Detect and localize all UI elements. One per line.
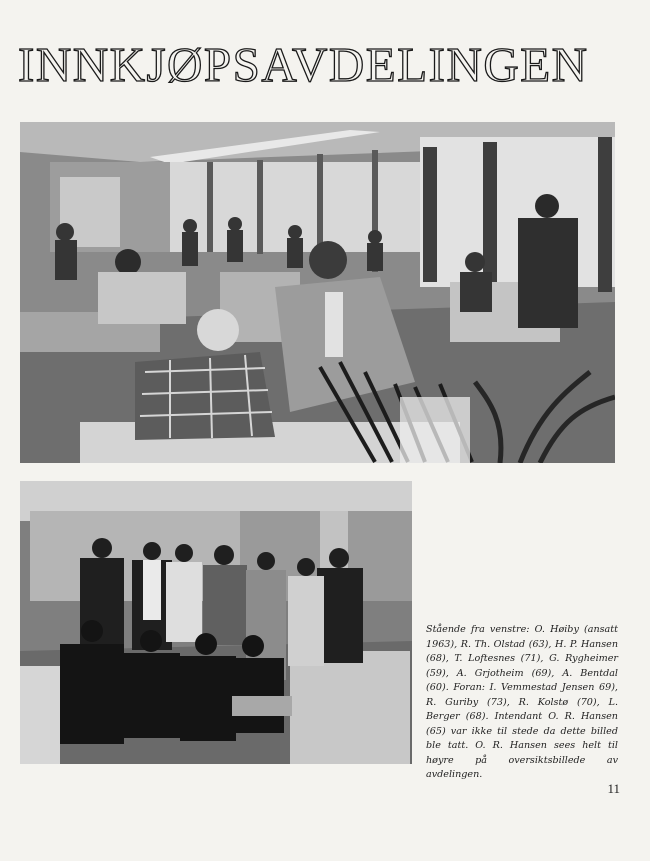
office-overview-photo xyxy=(20,122,615,463)
photo-caption: Stående fra venstre: O. Høiby (ansatt 1963), R. Th. Olstad (63), H. P. Hansen (68), T. Loftesnes (71), G. Rygheimer (59), A. Grjotheim (69), A. Bentdal (60). Foran: I. Vemmestad Jensen 69), R. Guriby (73), R. Kolstø (70), L. Berger (68). Intendant O. R. Hansen (65) var ikke til stede da dette billed ble tatt. O. R. Hansen sees helt til høyre på oversiktsbillede av avdelingen. xyxy=(426,624,618,780)
page-number: 11 xyxy=(607,781,620,796)
group-portrait-photo xyxy=(20,481,412,764)
page-title: INNKJØPSAVDELINGEN xyxy=(18,37,589,92)
